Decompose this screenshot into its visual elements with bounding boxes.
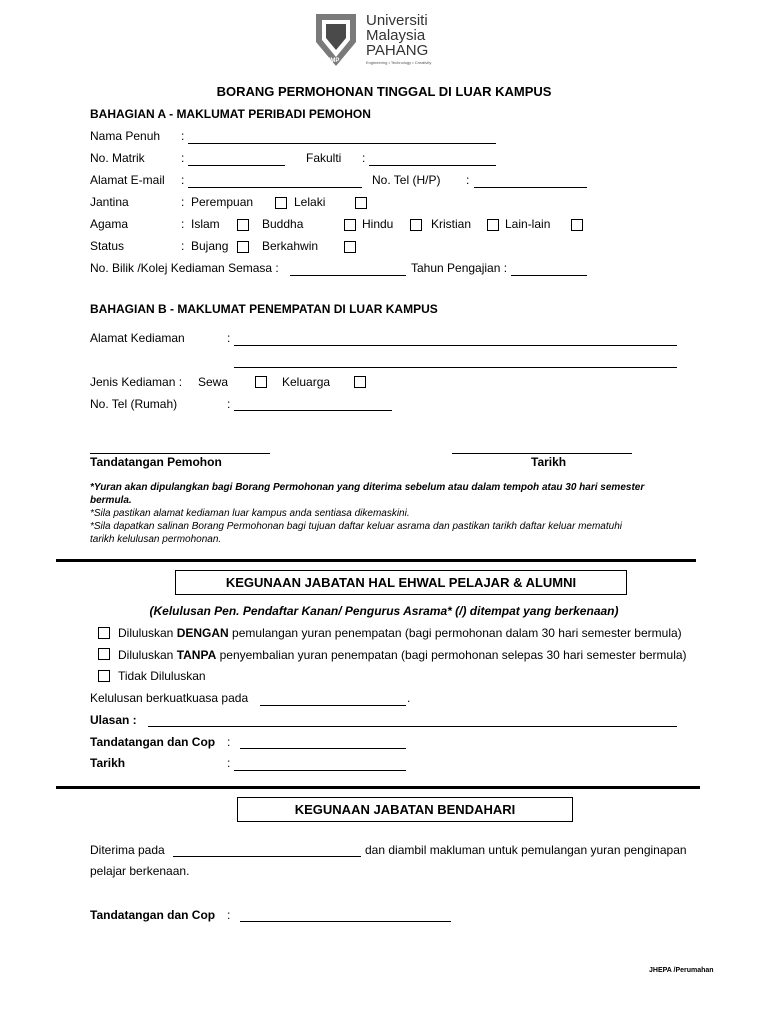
nama-label: Nama Penuh bbox=[90, 129, 161, 143]
colon: : bbox=[362, 151, 366, 165]
ulasan-label: Ulasan : bbox=[90, 713, 137, 727]
matrik-label: No. Matrik bbox=[90, 151, 145, 165]
colon: : bbox=[181, 195, 185, 209]
berkuatkuasa-period: . bbox=[407, 691, 411, 705]
colon: : bbox=[227, 908, 231, 922]
agama-option-islam: Islam bbox=[191, 217, 220, 231]
jantina-checkbox-lelaki[interactable] bbox=[355, 197, 367, 209]
agama-checkbox-lain-lain[interactable] bbox=[571, 219, 583, 231]
email-field[interactable] bbox=[188, 187, 362, 188]
bendahari-tandatangan-label: Tandatangan dan Cop bbox=[90, 908, 216, 922]
jenis-option-sewa: Sewa bbox=[198, 375, 229, 389]
agama-checkbox-kristian[interactable] bbox=[487, 219, 499, 231]
tahun-field[interactable] bbox=[511, 275, 587, 276]
logo-line-3: PAHANG bbox=[366, 42, 429, 59]
status-option-bujang: Bujang bbox=[191, 239, 229, 253]
bilik-label: No. Bilik /Kolej Kediaman Semasa : bbox=[90, 261, 279, 275]
hep-tarikh-field[interactable] bbox=[234, 770, 406, 771]
alamat-field-line-1[interactable] bbox=[234, 345, 677, 346]
logo-line-2: Malaysia bbox=[366, 27, 426, 44]
note-1b: bermula. bbox=[90, 495, 132, 506]
status-label: Status bbox=[90, 239, 125, 253]
bilik-field[interactable] bbox=[290, 275, 406, 276]
bendahari-heading: KEGUNAAN JABATAN BENDAHARI bbox=[294, 802, 516, 817]
form-title: BORANG PERMOHONAN TINGGAL DI LUAR KAMPUS bbox=[216, 84, 552, 99]
hep-tandatangan-label: Tandatangan dan Cop bbox=[90, 735, 216, 749]
colon: : bbox=[227, 397, 231, 411]
tandatangan-pemohon-line[interactable] bbox=[90, 453, 270, 454]
matrik-field[interactable] bbox=[188, 165, 285, 166]
jenis-label: Jenis Kediaman : bbox=[90, 375, 183, 389]
divider bbox=[56, 786, 700, 789]
hep-checkbox-tidak[interactable] bbox=[98, 670, 110, 682]
colon: : bbox=[181, 129, 185, 143]
hep-heading-box bbox=[175, 570, 627, 595]
jantina-option-lelaki: Lelaki bbox=[294, 195, 326, 209]
logo-line-1: Universiti bbox=[366, 12, 428, 29]
logo-emblem-text: UMP bbox=[326, 58, 340, 64]
diterima-text-line-2: pelajar berkenaan. bbox=[90, 864, 190, 878]
bendahari-tandatangan-field[interactable] bbox=[240, 921, 451, 922]
university-logo bbox=[314, 12, 454, 70]
diterima-label: Diterima pada bbox=[90, 843, 165, 857]
agama-option-kristian: Kristian bbox=[431, 217, 472, 231]
agama-option-buddha: Buddha bbox=[262, 217, 304, 231]
hep-tandatangan-field[interactable] bbox=[240, 748, 406, 749]
nama-field[interactable] bbox=[188, 143, 496, 144]
colon: : bbox=[181, 217, 185, 231]
section-a-heading: BAHAGIAN A - MAKLUMAT PERIBADI PEMOHON bbox=[90, 107, 371, 121]
jenis-option-keluarga: Keluarga bbox=[282, 375, 331, 389]
status-checkbox-berkahwin[interactable] bbox=[344, 241, 356, 253]
tarikh-pemohon-line[interactable] bbox=[452, 453, 632, 454]
agama-checkbox-hindu[interactable] bbox=[410, 219, 422, 231]
note-3b: tarikh kelulusan permohonan. bbox=[90, 534, 222, 545]
jantina-label: Jantina bbox=[90, 195, 129, 209]
tarikh-pemohon-label: Tarikh bbox=[531, 455, 567, 469]
divider bbox=[56, 559, 696, 562]
email-label: Alamat E-mail bbox=[90, 173, 165, 187]
status-checkbox-bujang[interactable] bbox=[237, 241, 249, 253]
hep-checkbox-tanpa[interactable] bbox=[98, 648, 110, 660]
hep-heading: KEGUNAAN JABATAN HAL EHWAL PELAJAR & ALUMNI bbox=[225, 575, 577, 590]
ulasan-field[interactable] bbox=[148, 726, 677, 727]
colon: : bbox=[181, 151, 185, 165]
berkuatkuasa-field[interactable] bbox=[260, 705, 406, 706]
tel-hp-field[interactable] bbox=[474, 187, 587, 188]
jenis-checkbox-sewa[interactable] bbox=[255, 376, 267, 388]
berkuatkuasa-label: Kelulusan berkuatkuasa pada bbox=[90, 691, 249, 705]
alamat-field-line-2[interactable] bbox=[234, 367, 677, 368]
jantina-checkbox-perempuan[interactable] bbox=[275, 197, 287, 209]
tel-rumah-label: No. Tel (Rumah) bbox=[90, 397, 178, 411]
note-2: *Sila pastikan alamat kediaman luar kampus anda sentiasa dikemaskini. bbox=[90, 508, 410, 519]
status-option-berkahwin: Berkahwin bbox=[262, 239, 319, 253]
agama-option-lain-lain: Lain-lain bbox=[505, 217, 551, 231]
logo-tagline: Engineering • Technology • Creativity bbox=[366, 60, 432, 65]
colon: : bbox=[227, 331, 231, 345]
note-1a: *Yuran akan dipulangkan bagi Borang Permohonan yang diterima sebelum atau dalam tempoh atau 30 hari semester bbox=[90, 482, 645, 493]
jantina-option-perempuan: Perempuan bbox=[191, 195, 254, 209]
fakulti-label: Fakulti bbox=[306, 151, 342, 165]
colon: : bbox=[227, 735, 231, 749]
agama-checkbox-islam[interactable] bbox=[237, 219, 249, 231]
hep-checkbox-dengan[interactable] bbox=[98, 627, 110, 639]
agama-label: Agama bbox=[90, 217, 129, 231]
colon: : bbox=[466, 173, 470, 187]
hep-tarikh-label: Tarikh bbox=[90, 756, 126, 770]
colon: : bbox=[181, 239, 185, 253]
note-3a: *Sila dapatkan salinan Borang Permohonan bagi tujuan daftar keluar asrama dan pastikan tarikh daftar keluar mematuhi bbox=[90, 521, 622, 532]
fakulti-field[interactable] bbox=[369, 165, 496, 166]
alamat-label: Alamat Kediaman bbox=[90, 331, 185, 345]
hep-instruction: (Kelulusan Pen. Pendaftar Kanan/ Pengurus Asrama* (/) ditempat yang berkenaan) bbox=[149, 604, 619, 618]
bendahari-heading-box bbox=[237, 797, 573, 822]
diterima-text: dan diambil makluman untuk pemulangan yuran penginapan bbox=[365, 843, 687, 857]
section-b-heading: BAHAGIAN B - MAKLUMAT PENEMPATAN DI LUAR KAMPUS bbox=[90, 302, 438, 316]
tel-hp-label: No. Tel (H/P) bbox=[372, 173, 441, 187]
diterima-field[interactable] bbox=[173, 856, 361, 857]
tel-rumah-field[interactable] bbox=[234, 410, 392, 411]
tandatangan-pemohon-label: Tandatangan Pemohon bbox=[90, 455, 222, 469]
colon: : bbox=[181, 173, 185, 187]
tahun-label: Tahun Pengajian : bbox=[411, 261, 508, 275]
agama-checkbox-buddha[interactable] bbox=[344, 219, 356, 231]
footer-code: JHEPA /Perumahan bbox=[649, 967, 714, 974]
jenis-checkbox-keluarga[interactable] bbox=[354, 376, 366, 388]
hep-option-tanpa: Diluluskan TANPA penyembalian yuran penempatan (bagi permohonan selepas 30 hari semester bermula) bbox=[118, 648, 687, 662]
hep-option-tidak: Tidak Diluluskan bbox=[118, 669, 206, 683]
colon: : bbox=[227, 756, 231, 770]
agama-option-hindu: Hindu bbox=[362, 217, 394, 231]
hep-option-dengan: Diluluskan DENGAN pemulangan yuran penempatan (bagi permohonan dalam 30 hari semester bermula) bbox=[118, 626, 682, 640]
